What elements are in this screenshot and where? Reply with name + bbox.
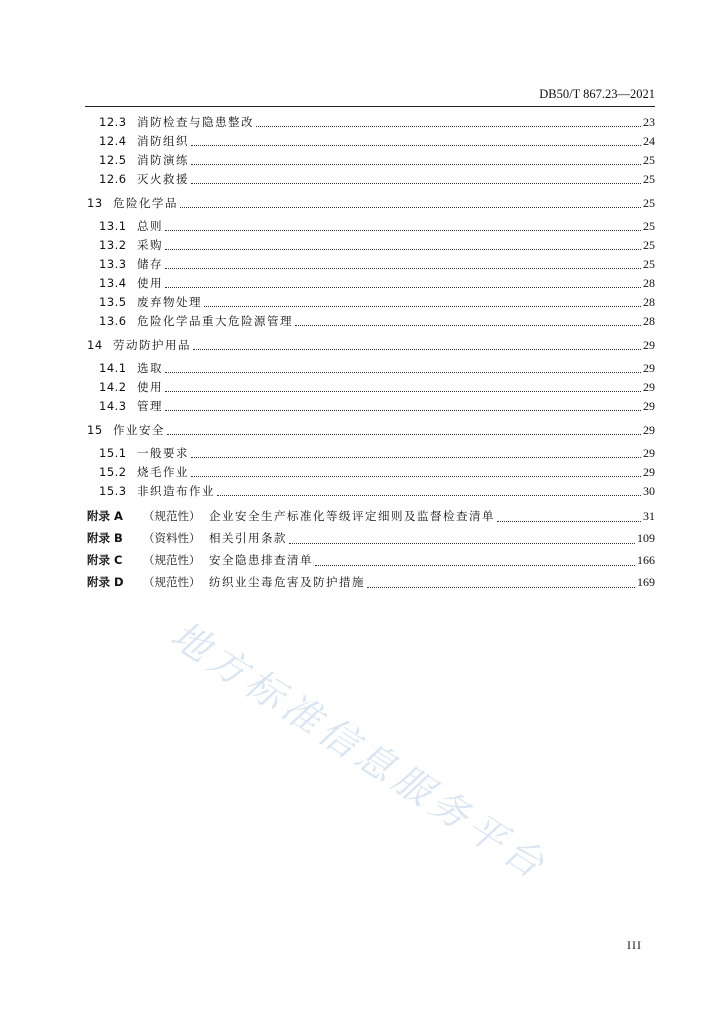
toc-dot-leader <box>256 125 641 127</box>
toc-entry-page: 25 <box>643 257 655 271</box>
toc-dot-leader <box>180 206 641 208</box>
toc-dot-leader <box>165 390 641 392</box>
toc-entry-title: 消防检查与隐患整改 <box>137 115 254 129</box>
appendix-title: 纺织业尘毒危害及防护措施 <box>209 575 365 589</box>
toc-entry-page: 25 <box>643 195 655 210</box>
toc-entry-page: 25 <box>643 219 655 233</box>
toc-entry-page: 29 <box>643 399 655 413</box>
toc-entry-number: 14.1 <box>99 361 127 375</box>
toc-section-entry[interactable] <box>87 444 655 463</box>
appendix-title: 相关引用条款 <box>209 531 287 545</box>
toc-entry-page: 29 <box>643 380 655 394</box>
appendix-label: 附录 A <box>87 509 123 523</box>
toc-entry-page: 29 <box>643 422 655 437</box>
toc-dot-leader <box>191 475 641 477</box>
toc-dot-leader <box>165 267 641 269</box>
toc-entry-number: 13.4 <box>99 276 127 290</box>
toc-entry-title: 作业安全 <box>113 422 165 437</box>
toc-entry-page: 30 <box>643 484 655 498</box>
toc-entry-number: 13.1 <box>99 219 127 233</box>
toc-section-entry[interactable] <box>87 482 655 501</box>
toc-entry-title: 消防组织 <box>137 134 189 148</box>
toc-section-entry[interactable] <box>87 274 655 293</box>
toc-entry-number: 15.2 <box>99 465 127 479</box>
toc-entry-page: 28 <box>643 314 655 328</box>
toc-entry-number: 13 <box>87 195 103 210</box>
toc-entry-number: 15.1 <box>99 446 127 460</box>
toc-section-entry[interactable] <box>87 151 655 170</box>
toc-entry-title: 使用 <box>137 380 163 394</box>
toc-section-entry[interactable] <box>87 293 655 312</box>
toc-entry-title: 劳动防护用品 <box>113 337 191 352</box>
toc-entry-title: 一般要求 <box>137 446 189 460</box>
toc-entry-number: 15 <box>87 422 103 437</box>
toc-appendix-entry[interactable] <box>87 549 655 571</box>
toc-entry-number: 14 <box>87 337 103 352</box>
toc-appendix-entry[interactable] <box>87 505 655 527</box>
toc-entry-title: 危险化学品 <box>113 195 178 210</box>
page-number: III <box>627 938 642 952</box>
toc-entry-number: 13.5 <box>99 295 127 309</box>
toc-entry-page: 25 <box>643 238 655 252</box>
header-rule <box>85 106 655 107</box>
toc-entry-number: 13.2 <box>99 238 127 252</box>
toc-entry-number: 14.3 <box>99 399 127 413</box>
toc-entry-title: 消防演练 <box>137 153 189 167</box>
appendix-page: 31 <box>643 509 655 523</box>
appendix-title: 企业安全生产标准化等级评定细则及监督检查清单 <box>209 509 495 523</box>
toc-section-entry[interactable] <box>87 236 655 255</box>
appendix-label: 附录 D <box>87 575 124 589</box>
toc-entry-number: 15.3 <box>99 484 127 498</box>
appendix-page: 169 <box>637 575 655 589</box>
toc-dot-leader <box>165 229 641 231</box>
toc-dot-leader <box>165 409 641 411</box>
toc-entry-page: 28 <box>643 295 655 309</box>
toc-entry-title: 危险化学品重大危险源管理 <box>137 314 293 328</box>
toc-entry-title: 采购 <box>137 238 163 252</box>
toc-entry-page: 25 <box>643 153 655 167</box>
toc-entry-page: 29 <box>643 446 655 460</box>
toc-section-entry[interactable] <box>87 397 655 416</box>
toc-entry-page: 23 <box>643 115 655 129</box>
toc-entry-number: 12.5 <box>99 153 127 167</box>
toc-dot-leader <box>367 586 635 588</box>
toc-section-entry[interactable] <box>87 312 655 331</box>
toc-dot-leader <box>191 456 641 458</box>
toc-entry-page: 28 <box>643 276 655 290</box>
toc-entry-title: 管理 <box>137 399 163 413</box>
appendix-page: 166 <box>637 553 655 567</box>
appendix-title: 安全隐患排查清单 <box>209 553 313 567</box>
toc-entry-number: 14.2 <box>99 380 127 394</box>
toc-section-entry[interactable] <box>87 132 655 151</box>
toc-entry-title: 灭火救援 <box>137 172 189 186</box>
toc-entry-number: 12.4 <box>99 134 127 148</box>
toc-dot-leader <box>315 564 635 566</box>
toc-dot-leader <box>191 182 641 184</box>
toc-section-entry[interactable] <box>87 170 655 189</box>
toc-dot-leader <box>165 286 641 288</box>
appendix-page: 109 <box>637 531 655 545</box>
toc-entry-page: 29 <box>643 465 655 479</box>
toc-dot-leader <box>167 433 641 435</box>
toc-section-entry[interactable] <box>87 463 655 482</box>
toc-dot-leader <box>165 371 641 373</box>
toc-entry-number: 13.6 <box>99 314 127 328</box>
toc-dot-leader <box>204 305 641 307</box>
toc-section-entry[interactable] <box>87 359 655 378</box>
toc-entry-number: 13.3 <box>99 257 127 271</box>
toc-entry-page: 24 <box>643 134 655 148</box>
toc-entry-title: 总则 <box>137 219 163 233</box>
toc-entry-page: 25 <box>643 172 655 186</box>
toc-entry-number: 12.3 <box>99 115 127 129</box>
toc-entry-page: 29 <box>643 337 655 352</box>
watermark: 地方标准信息服务平台 <box>163 612 557 890</box>
toc-entry-title: 烧毛作业 <box>137 465 189 479</box>
toc-entry-title: 使用 <box>137 276 163 290</box>
toc-dot-leader <box>191 144 641 146</box>
appendix-type: （规范性） <box>143 575 201 589</box>
appendix-label: 附录 B <box>87 531 123 545</box>
toc-chapter-entry[interactable] <box>87 421 655 440</box>
appendix-type: （规范性） <box>143 509 201 523</box>
toc-chapter-entry[interactable] <box>87 336 655 355</box>
toc-section-entry[interactable] <box>87 378 655 397</box>
toc-entry-title: 储存 <box>137 257 163 271</box>
table-of-contents <box>87 113 655 593</box>
toc-entry-page: 29 <box>643 361 655 375</box>
toc-section-entry[interactable] <box>87 255 655 274</box>
toc-appendix-entry[interactable] <box>87 527 655 549</box>
toc-section-entry[interactable] <box>87 217 655 236</box>
appendix-type: （资料性） <box>143 531 201 545</box>
toc-entry-title: 选取 <box>137 361 163 375</box>
toc-dot-leader <box>165 248 641 250</box>
toc-dot-leader <box>191 163 641 165</box>
toc-dot-leader <box>289 542 635 544</box>
toc-appendix-entry[interactable] <box>87 571 655 593</box>
toc-chapter-entry[interactable] <box>87 194 655 213</box>
toc-entry-title: 非织造布作业 <box>137 484 215 498</box>
toc-dot-leader <box>497 520 641 522</box>
toc-dot-leader <box>193 348 641 350</box>
toc-dot-leader <box>295 324 641 326</box>
toc-section-entry[interactable] <box>87 113 655 132</box>
toc-entry-title: 废弃物处理 <box>137 295 202 309</box>
toc-dot-leader <box>217 494 641 496</box>
toc-entry-number: 12.6 <box>99 172 127 186</box>
document-code: DB50/T 867.23—2021 <box>539 87 655 101</box>
appendix-label: 附录 C <box>87 553 123 567</box>
appendix-type: （规范性） <box>143 553 201 567</box>
